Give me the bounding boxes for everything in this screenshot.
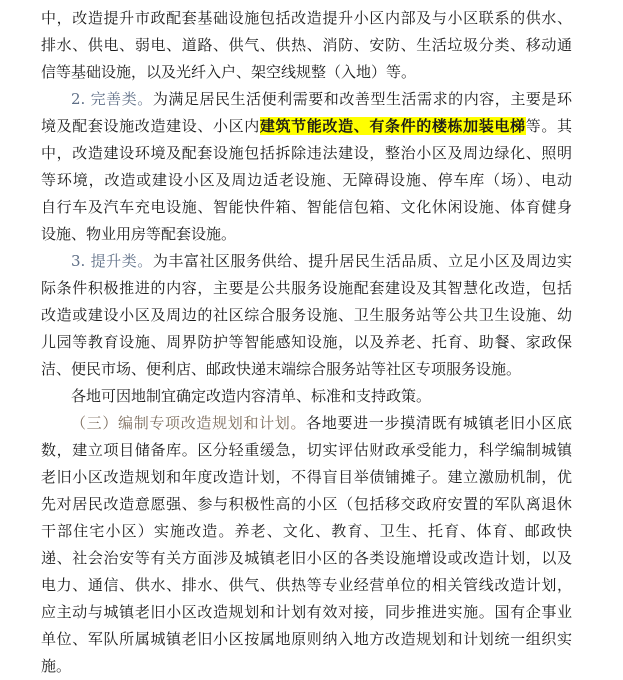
text-line xyxy=(41,572,572,599)
highlighted-text: 建筑节能改造、有条件的楼栋加装电梯 xyxy=(259,117,526,135)
text-segment: 等。其 xyxy=(525,117,572,135)
text-line xyxy=(41,545,572,572)
text-line xyxy=(41,221,572,248)
text-line xyxy=(41,410,572,437)
text-segment: 各地可因地制宜确定改造内容清单、标准和支持政策。 xyxy=(71,387,432,405)
text-segment: 排水、供电、弱电、道路、供气、供热、消防、安防、生活垃圾分类、移动通 xyxy=(41,36,572,54)
text-line xyxy=(41,356,572,383)
text-segment: 应主动与城镇老旧小区改造规划和计划有效对接，同步推进实施。国有企事业 xyxy=(41,603,572,621)
text-line xyxy=(41,32,572,59)
text-segment: 各地要进一步摸清既有城镇老旧小区底 xyxy=(306,414,572,432)
text-segment: 干部住宅小区）实施改造。养老、文化、教育、卫生、托育、体育、邮政快 xyxy=(41,522,572,540)
text-segment: 数，建立项目储备库。区分轻重缓急，切实评估财政承受能力，科学编制城镇 xyxy=(41,441,572,459)
section-heading: （三）编制专项改造规划和计划。 xyxy=(71,414,307,432)
text-segment: 先对居民改造意愿强、参与积极性高的小区（包括移交政府安置的军队离退休 xyxy=(41,495,572,513)
text-segment: 为满足居民生活便利需要和改善型生活需求的内容，主要是环 xyxy=(152,90,572,108)
text-line xyxy=(41,140,572,167)
text-line xyxy=(41,491,572,518)
text-line xyxy=(41,383,572,410)
text-segment: 电力、通信、供水、排水、供气、供热等专业经营单位的相关管线改造计划， xyxy=(41,576,572,594)
text-segment: 自行车及汽车充电设施、智能快件箱、智能信包箱、文化休闲设施、体育健身 xyxy=(41,198,572,216)
text-line xyxy=(41,167,572,194)
text-line xyxy=(41,653,572,680)
text-line xyxy=(41,5,572,32)
text-line xyxy=(41,329,572,356)
text-segment: 递、社会治安等有关方面涉及城镇老旧小区的各类设施增设或改造计划，以及 xyxy=(41,549,572,567)
text-line xyxy=(41,464,572,491)
text-line xyxy=(41,302,572,329)
item-label: 2. 完善类。 xyxy=(71,90,153,108)
text-segment: 老旧小区改造规划和年度改造计划，不得盲目举债铺摊子。建立激励机制，优 xyxy=(41,468,572,486)
text-segment: 中，改造建设环境及配套设施包括拆除违法建设，整治小区及周边绿化、照明 xyxy=(41,144,572,162)
text-segment: 中，改造提升市政配套基础设施包括改造提升小区内部及与小区联系的供水、 xyxy=(41,9,572,27)
text-line xyxy=(41,626,572,653)
text-segment: 境及配套设施改造建设、小区内 xyxy=(41,117,260,135)
text-line xyxy=(41,113,572,140)
document-body xyxy=(41,5,572,680)
text-line xyxy=(41,275,572,302)
text-line xyxy=(41,437,572,464)
text-segment: 改造或建设小区及周边的社区综合服务设施、卫生服务站等公共卫生设施、幼 xyxy=(41,306,572,324)
text-segment: 洁、便民市场、便利店、邮政快递末端综合服务站等社区专项服务设施。 xyxy=(41,360,522,378)
text-line xyxy=(41,599,572,626)
text-segment: 儿园等教育设施、周界防护等智能感知设施，以及养老、托育、助餐、家政保 xyxy=(41,333,572,351)
text-segment: 为丰富社区服务供给、提升居民生活品质、立足小区及周边实 xyxy=(152,252,572,270)
text-segment: 际条件积极推进的内容，主要是公共服务设施配套建设及其智慧化改造，包括 xyxy=(41,279,572,297)
text-line xyxy=(41,86,572,113)
text-segment: 单位、军队所属城镇老旧小区按属地原则纳入地方改造规划和计划统一组织实 xyxy=(41,630,572,648)
text-segment: 设施、物业用房等配套设施。 xyxy=(41,225,237,243)
text-segment: 信等基础设施，以及光纤入户、架空线规整（入地）等。 xyxy=(41,63,417,81)
text-line xyxy=(41,518,572,545)
text-line xyxy=(41,194,572,221)
text-segment: 等环境，改造或建设小区及周边适老设施、无障碍设施、停车库（场）、电动 xyxy=(41,171,572,189)
text-line xyxy=(41,59,572,86)
text-line xyxy=(41,248,572,275)
text-segment: 施。 xyxy=(41,657,72,675)
item-label: 3. 提升类。 xyxy=(71,252,153,270)
